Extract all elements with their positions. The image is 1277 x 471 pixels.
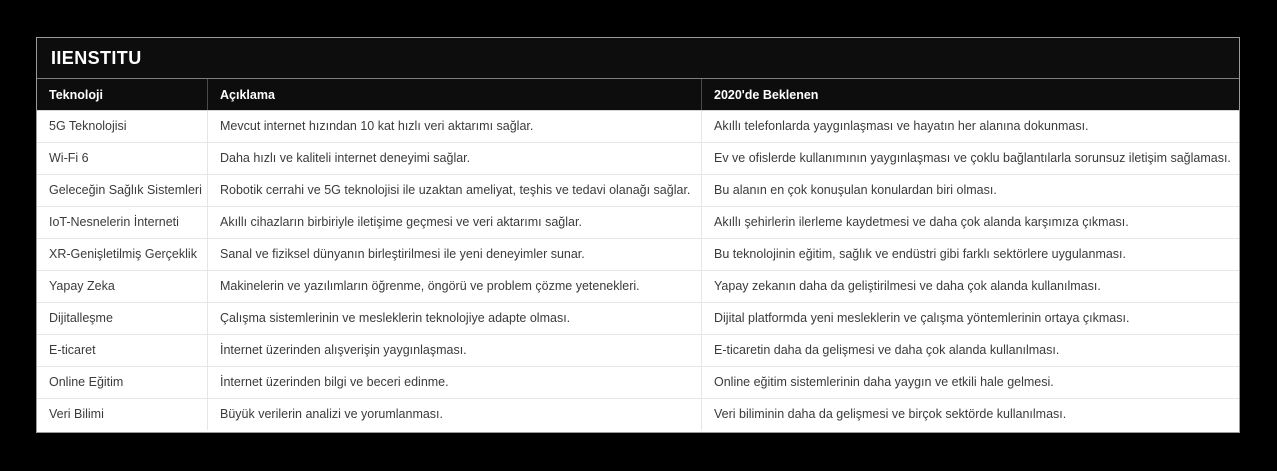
table-row: [37, 110, 1239, 142]
cell-beklenen: Yapay zekanın daha da geliştirilmesi ve daha çok alanda kullanılması.: [714, 279, 1101, 293]
table-row: [37, 174, 1239, 206]
technology-table-card: [36, 37, 1240, 433]
brand-logo: IIENSTITU: [51, 48, 142, 68]
column-header-teknoloji: Teknoloji: [37, 79, 208, 110]
cell-teknoloji: 5G Teknolojisi: [37, 111, 208, 142]
cell-aciklama: Büyük verilerin analizi ve yorumlanması.: [208, 399, 702, 430]
table-row: [37, 206, 1239, 238]
table-body: [37, 110, 1239, 430]
cell-teknoloji: E-ticaret: [37, 335, 208, 366]
table-row: [37, 366, 1239, 398]
column-header-beklenen: 2020'de Beklenen: [714, 87, 819, 102]
cell-aciklama: Makinelerin ve yazılımların öğrenme, öngörü ve problem çözme yetenekleri.: [208, 271, 702, 302]
table-row: [37, 334, 1239, 366]
cell-teknoloji: Veri Bilimi: [37, 399, 208, 430]
table-row: [37, 270, 1239, 302]
table-row: [37, 302, 1239, 334]
cell-aciklama: Sanal ve fiziksel dünyanın birleştirilmesi ile yeni deneyimler sunar.: [208, 239, 702, 270]
cell-beklenen: Bu alanın en çok konuşulan konulardan biri olması.: [714, 183, 997, 197]
cell-teknoloji: Wi-Fi 6: [37, 143, 208, 174]
table-row: [37, 398, 1239, 430]
cell-beklenen: Ev ve ofislerde kullanımının yaygınlaşması ve çoklu bağlantılarla sorunsuz iletişim sağlaması.: [714, 151, 1231, 165]
cell-teknoloji: Geleceğin Sağlık Sistemleri: [37, 175, 208, 206]
cell-beklenen: Veri biliminin daha da gelişmesi ve birçok sektörde kullanılması.: [714, 407, 1067, 421]
cell-aciklama: Akıllı cihazların birbiriyle iletişime geçmesi ve veri aktarımı sağlar.: [208, 207, 702, 238]
cell-beklenen: E-ticaretin daha da gelişmesi ve daha çok alanda kullanılması.: [714, 343, 1060, 357]
cell-aciklama: Robotik cerrahi ve 5G teknolojisi ile uzaktan ameliyat, teşhis ve tedavi olanağı sağlar.: [208, 175, 702, 206]
cell-beklenen: Dijital platformda yeni mesleklerin ve çalışma yöntemlerinin ortaya çıkması.: [714, 311, 1130, 325]
cell-teknoloji: Dijitalleşme: [37, 303, 208, 334]
cell-teknoloji: XR-Genişletilmiş Gerçeklik: [37, 239, 208, 270]
cell-beklenen: Online eğitim sistemlerinin daha yaygın ve etkili hale gelmesi.: [714, 375, 1054, 389]
table-header-row: [37, 79, 1239, 110]
cell-teknoloji: Yapay Zeka: [37, 271, 208, 302]
column-header-aciklama: Açıklama: [208, 79, 702, 110]
cell-teknoloji: Online Eğitim: [37, 367, 208, 398]
cell-beklenen: Bu teknolojinin eğitim, sağlık ve endüstri gibi farklı sektörlere uygulanması.: [714, 247, 1127, 261]
cell-beklenen: Akıllı şehirlerin ilerleme kaydetmesi ve daha çok alanda karşımıza çıkması.: [714, 215, 1129, 229]
cell-aciklama: Mevcut internet hızından 10 kat hızlı veri aktarımı sağlar.: [208, 111, 702, 142]
cell-aciklama: İnternet üzerinden alışverişin yaygınlaşması.: [208, 335, 702, 366]
table-row: [37, 238, 1239, 270]
cell-aciklama: İnternet üzerinden bilgi ve beceri edinme.: [208, 367, 702, 398]
cell-teknoloji: IoT-Nesnelerin İnterneti: [37, 207, 208, 238]
cell-aciklama: Çalışma sistemlerinin ve mesleklerin teknolojiye adapte olması.: [208, 303, 702, 334]
table-row: [37, 142, 1239, 174]
brand-title-bar: [37, 38, 1239, 79]
cell-beklenen: Akıllı telefonlarda yaygınlaşması ve hayatın her alanına dokunması.: [714, 119, 1089, 133]
cell-aciklama: Daha hızlı ve kaliteli internet deneyimi sağlar.: [208, 143, 702, 174]
